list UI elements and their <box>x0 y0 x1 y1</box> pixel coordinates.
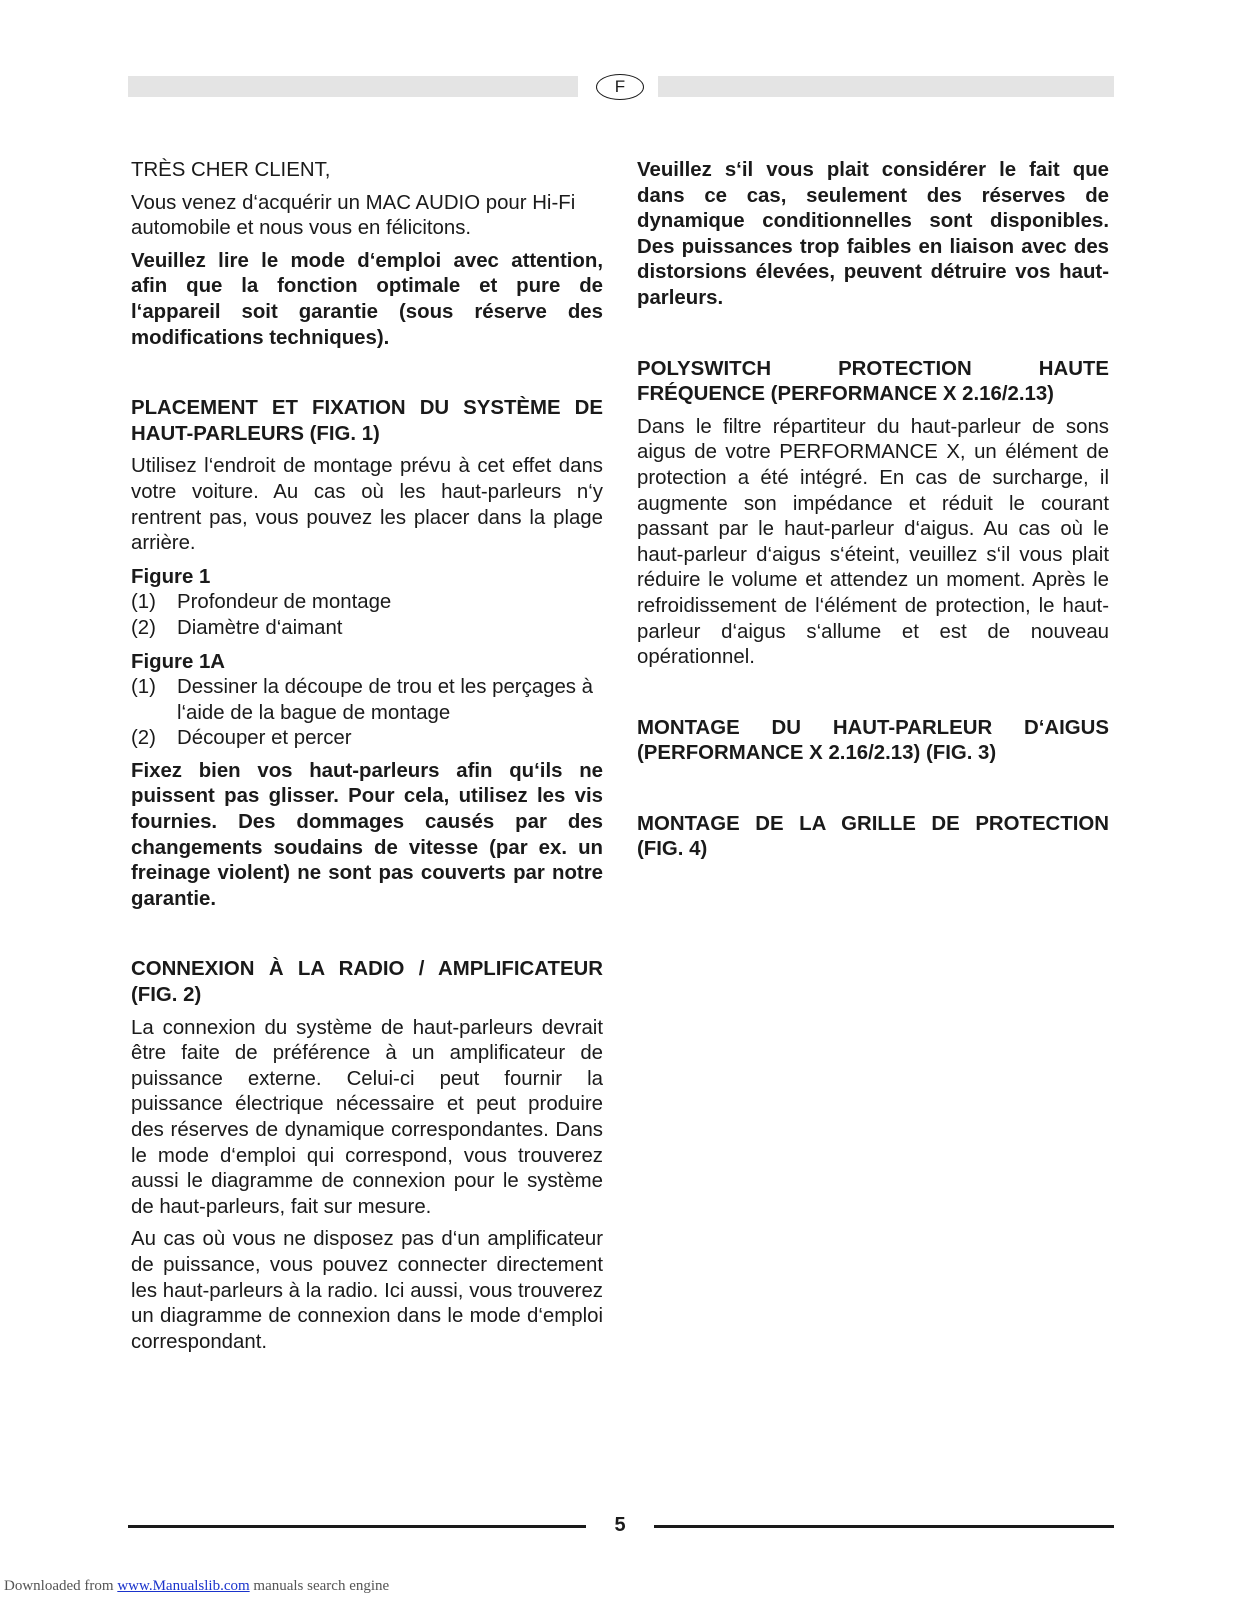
connection-paragraph-2: Au cas où vous ne disposez pas d‘un amplificateur de puissance, vous pouvez connecter directement les haut-parleurs à la radio. Ici aussi, vous trouverez un diagramme de connexion dans le mode d‘emploi correspondant. <box>131 1228 603 1353</box>
download-prefix: Downloaded from <box>4 1578 118 1594</box>
reading-warning: Veuillez lire le mode d‘emploi avec attention, afin que la fonction optimale et pure de l‘appareil soit garantie (sous réserve des modifications techniques). <box>131 249 603 349</box>
placement-heading: PLACEMENT ET FIXATION DU SYSTÈME DE HAUT-PARLEURS (FIG. 1) <box>131 397 603 445</box>
list-item: (2) Découper et percer <box>131 727 352 750</box>
fixing-note: Fixez bien vos haut-parleurs afin qu‘ils ne puissent pas glisser. Pour cela, utilisez les vis fournies. Des dommages causés par des changements soudains de vitesse (par ex. un freinage violent) ne sont pas couverts par notre garantie. <box>131 759 603 910</box>
connection-paragraph-1: La connexion du système de haut-parleurs devrait être faite de préférence à un amplificateur de puissance externe. Celui-ci peut fournir la puissance électrique nécessaire et peut produire des réserves de dynamique correspondantes. Dans le mode d‘emploi qui correspond, vous trouverez aussi le diagramme de connexion pour le système de haut-parleurs, fait sur mesure. <box>131 1016 603 1218</box>
left-column <box>131 158 603 1362</box>
download-suffix: manuals search engine <box>249 1578 390 1594</box>
language-indicator: F <box>596 74 644 100</box>
list-item: (1) Dessiner la découpe de trou et les perçages à l‘aide de la bague de montage <box>131 676 593 724</box>
list-item: (2) Diamètre d‘aimant <box>131 616 343 639</box>
grille-heading: MONTAGE DE LA GRILLE DE PROTECTION (FIG. 4) <box>637 812 1109 861</box>
figure-1a-title: Figure 1A <box>131 650 226 673</box>
figure-1-title: Figure 1 <box>131 565 211 588</box>
connection-heading: CONNEXION À LA RADIO / AMPLIFICATEUR (FIG. 2) <box>131 958 603 1007</box>
greeting: TRÈS CHER CLIENT, <box>131 159 331 181</box>
polyswitch-heading: POLYSWITCH PROTECTION HAUTE FRÉQUENCE (PERFORMANCE X 2.16/2.13) <box>637 357 1109 406</box>
polyswitch-body: Dans le filtre répartiteur du haut-parleur de sons aigus de votre PERFORMANCE X, un élément de protection a été intégré. En cas de surcharge, il augmente son impédance et réduit le courant passant par le haut-parleur d‘aigus. Au cas où le haut-parleur d‘aigus s‘éteint, veuillez s‘il vous plait réduire le volume et attendez un moment. Après le refroidissement de l‘élément de protection, le haut-parleur d‘aigus s‘allume et est de nouveau opérationnel. <box>637 415 1109 669</box>
figure-1-list <box>131 590 603 641</box>
tweeter-heading: MONTAGE DU HAUT-PARLEUR D‘AIGUS (PERFORMANCE X 2.16/2.13) (FIG. 3) <box>637 716 1109 765</box>
figure-1a-list <box>131 675 603 752</box>
right-column <box>637 158 1109 870</box>
footer-rule-left <box>128 1525 586 1528</box>
footer-rule-right <box>654 1525 1114 1528</box>
reserve-note: Veuillez s‘il vous plait considérer le fait que dans ce cas, seulement des réserves de dynamique conditionnelles sont disponibles. Des puissances trop faibles en liaison avec des distorsions élevées, peuvent détruire vos haut-parleurs. <box>637 159 1109 309</box>
manualslib-link[interactable]: www.Manualslib.com <box>117 1578 250 1594</box>
list-item: (1) Profondeur de montage <box>131 591 392 614</box>
intro-paragraph: Vous venez d‘acquérir un MAC AUDIO pour Hi-Fi automobile et nous vous en félicitons. <box>131 191 576 240</box>
placement-body: Utilisez l‘endroit de montage prévu à cet effet dans votre voiture. Au cas où les haut-parleurs n‘y rentrent pas, vous pouvez les placer dans la plage arrière. <box>131 455 603 555</box>
download-note <box>4 1578 389 1595</box>
page-number: 5 <box>614 1514 626 1536</box>
